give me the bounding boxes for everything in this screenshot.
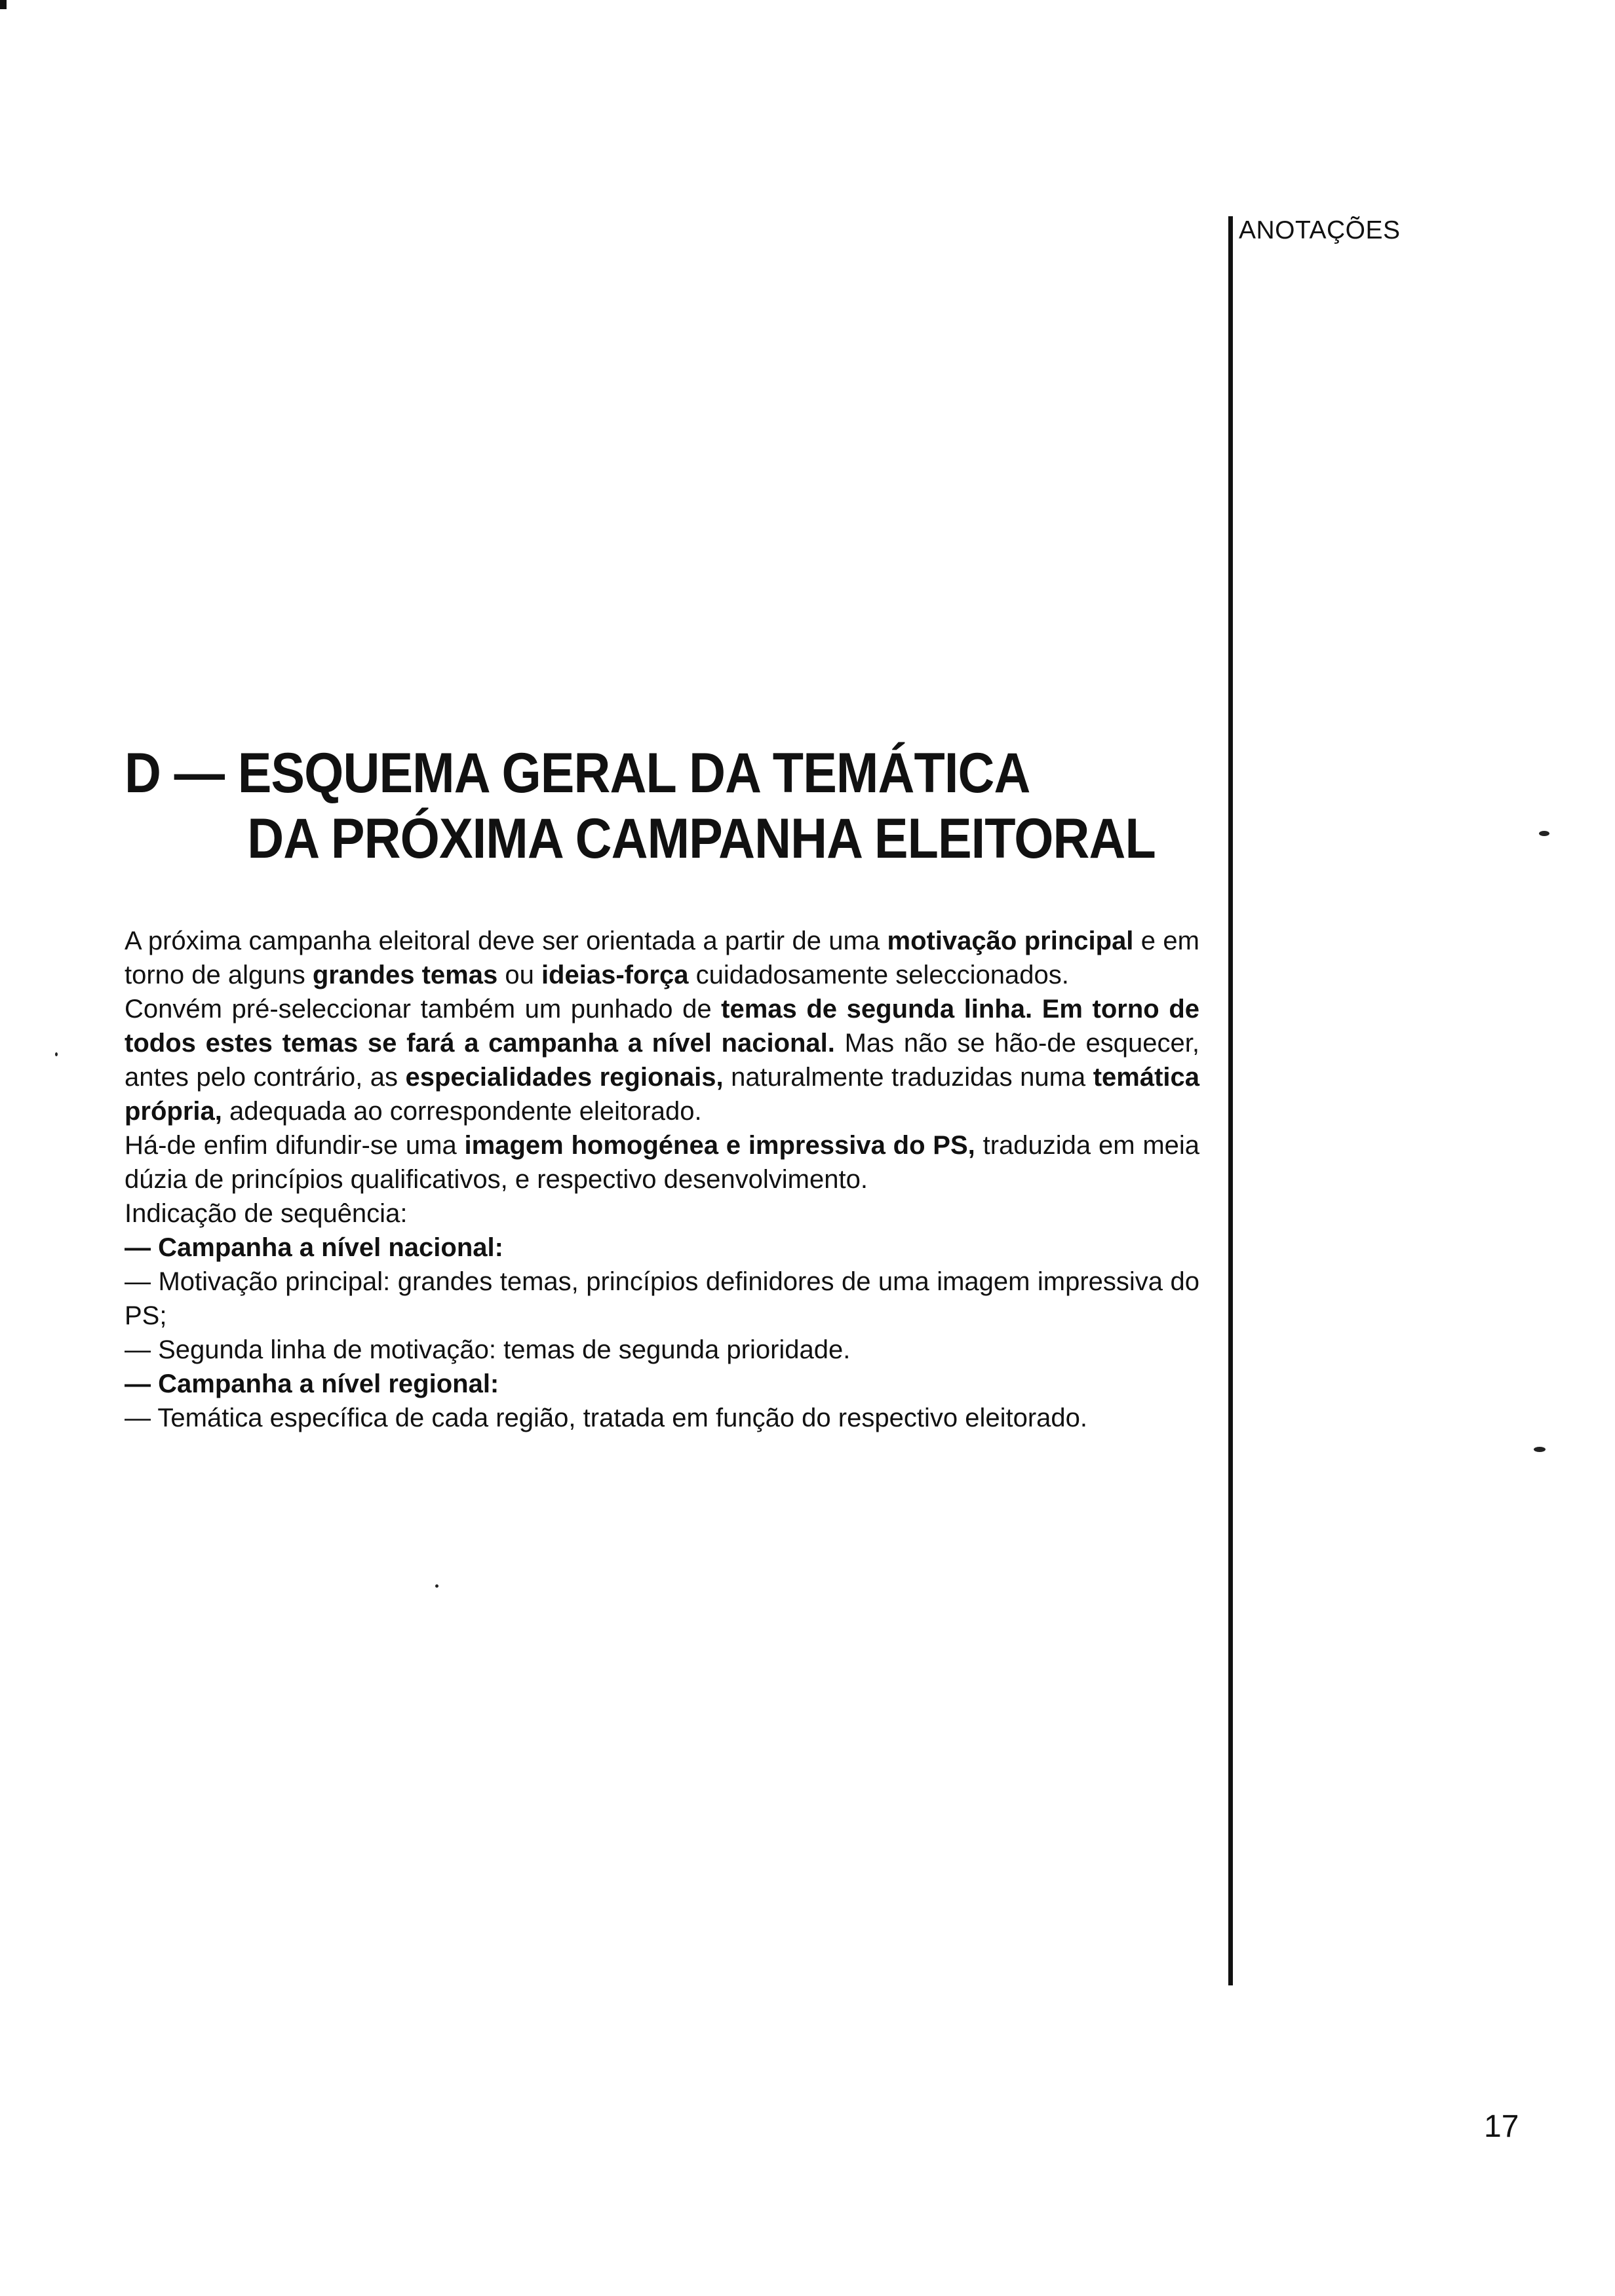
- page-number: 17: [1484, 2109, 1519, 2144]
- bold-run: temas de segunda linha. Em torno de todos estes temas se fará a campanha a nível nacional.: [125, 995, 1200, 1058]
- text-run: Convém pré-seleccionar também um punhado de: [125, 995, 722, 1024]
- text-run: adequada ao correspondente eleitorado.: [222, 1097, 702, 1126]
- section-heading-line-1: D — ESQUEMA GERAL DA TEMÁTICA: [125, 742, 1030, 805]
- list-item-regional-themes: — Temática específica de cada região, tratada em função do respectivo eleitorado.: [125, 1404, 1088, 1432]
- paragraph-4: Indicação de sequência:: [125, 1199, 408, 1228]
- bold-run: — Campanha a nível regional:: [125, 1369, 499, 1398]
- text-run: cuidadosamente seleccionados.: [688, 961, 1069, 989]
- text-run: naturalmente traduzidas numa: [723, 1063, 1093, 1092]
- bold-run: motivação principal: [887, 927, 1134, 955]
- bold-run: especialidades regionais,: [405, 1063, 724, 1092]
- paragraph-3: [125, 1128, 1199, 1196]
- section-heading-line-2: DA PRÓXIMA CAMPANHA ELEITORAL: [247, 807, 1156, 870]
- list-item-regional-campaign: [125, 1367, 1199, 1401]
- text-run: Mas não se hão-de esquecer, antes pelo contrário, as: [125, 1029, 1199, 1092]
- bold-run: grandes temas: [312, 961, 498, 989]
- bold-run: — Campanha a nível nacional:: [125, 1233, 503, 1262]
- annotations-label: ANOTAÇÕES: [1239, 216, 1401, 244]
- text-run: Há-de enfim difundir-se uma: [125, 1131, 465, 1160]
- text-run: A próxima campanha eleitoral deve ser orientada a partir de uma: [125, 927, 887, 955]
- bold-run: imagem homogénea e impressiva do PS,: [464, 1131, 975, 1160]
- body-text: [125, 924, 1199, 1435]
- margin-divider: [1228, 216, 1233, 1985]
- paragraph-2: [125, 992, 1199, 1128]
- bold-run: temática própria,: [125, 1063, 1199, 1126]
- list-item-main-motivation: — Motivação principal: grandes temas, princípios definidores de uma imagem impressiva do PS;: [125, 1267, 1199, 1330]
- text-run: traduzida em meia dúzia de princípios qualificativos, e respectivo desenvolvimento.: [125, 1131, 1200, 1194]
- text-run: ou: [497, 961, 541, 989]
- text-run: e em torno de alguns: [125, 927, 1199, 989]
- list-item-national-campaign: [125, 1231, 1199, 1265]
- scan-speck: [55, 1052, 58, 1056]
- paragraph-1: [125, 924, 1199, 992]
- list-item-second-line: — Segunda linha de motivação: temas de segunda prioridade.: [125, 1335, 851, 1364]
- scan-speck: [435, 1584, 438, 1588]
- scan-corner-mark: [0, 0, 7, 9]
- section-heading: [125, 740, 1156, 871]
- bold-run: ideias-força: [541, 961, 689, 989]
- scan-speck: [1539, 831, 1549, 836]
- scan-speck: [1534, 1447, 1546, 1452]
